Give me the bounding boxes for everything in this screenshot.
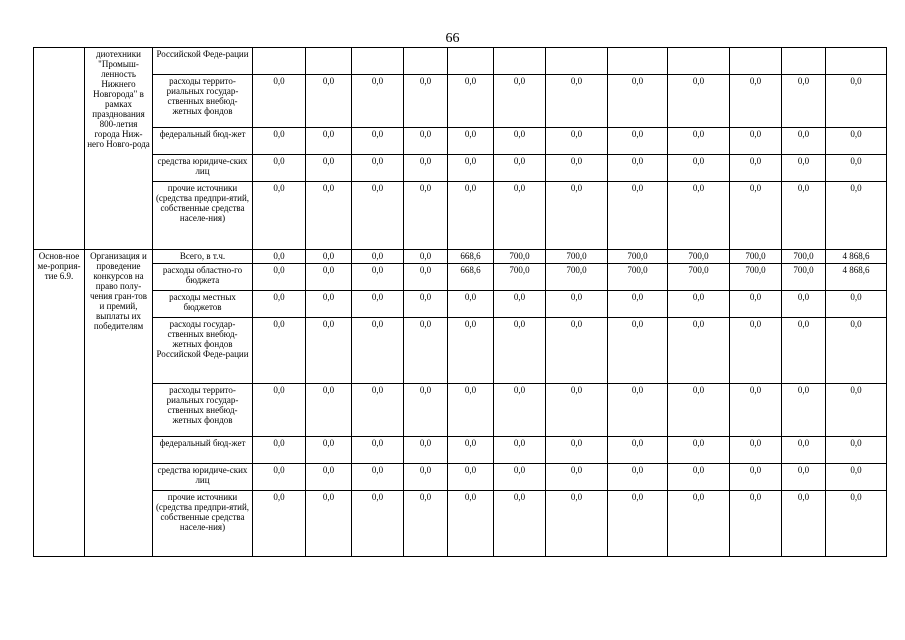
value-cell: 0,0 — [404, 464, 448, 491]
value-cell: 0,0 — [352, 318, 404, 384]
value-cell: 0,0 — [826, 155, 887, 182]
table-row — [34, 182, 887, 250]
value-cell: 0,0 — [668, 318, 730, 384]
value-cell: 0,0 — [306, 182, 352, 250]
value-cell: 0,0 — [608, 437, 668, 464]
value-cell: 0,0 — [546, 75, 608, 128]
value-cell: 0,0 — [253, 182, 306, 250]
value-cell: 0,0 — [448, 155, 494, 182]
value-cell: 0,0 — [306, 384, 352, 437]
table-row — [34, 384, 887, 437]
value-cell: 0,0 — [494, 491, 546, 557]
value-cell: 0,0 — [253, 318, 306, 384]
value-cell: 700,0 — [608, 250, 668, 264]
value-cell: 0,0 — [782, 464, 826, 491]
value-cell: 0,0 — [352, 250, 404, 264]
value-cell: 700,0 — [608, 264, 668, 291]
value-cell: 0,0 — [253, 264, 306, 291]
funding-source-cell: Российской Феде-рации — [153, 48, 253, 75]
value-cell: 0,0 — [253, 128, 306, 155]
value-cell: 668,6 — [448, 250, 494, 264]
table-row — [34, 48, 887, 75]
value-cell: 0,0 — [668, 155, 730, 182]
value-cell: 0,0 — [826, 128, 887, 155]
value-cell: 0,0 — [546, 291, 608, 318]
value-cell: 0,0 — [404, 384, 448, 437]
funding-table — [33, 47, 887, 557]
value-cell: 0,0 — [546, 437, 608, 464]
value-cell: 0,0 — [608, 491, 668, 557]
value-cell — [608, 48, 668, 75]
value-cell: 700,0 — [730, 264, 782, 291]
value-cell: 0,0 — [608, 182, 668, 250]
value-cell — [253, 48, 306, 75]
value-cell: 0,0 — [668, 464, 730, 491]
value-cell: 0,0 — [253, 491, 306, 557]
value-cell — [306, 48, 352, 75]
table-row — [34, 128, 887, 155]
value-cell: 0,0 — [608, 155, 668, 182]
value-cell: 0,0 — [546, 318, 608, 384]
value-cell: 0,0 — [782, 318, 826, 384]
value-cell: 4 868,6 — [826, 264, 887, 291]
value-cell: 0,0 — [306, 250, 352, 264]
value-cell: 0,0 — [448, 291, 494, 318]
value-cell: 0,0 — [352, 264, 404, 291]
value-cell: 0,0 — [494, 155, 546, 182]
value-cell: 0,0 — [448, 384, 494, 437]
value-cell: 0,0 — [253, 155, 306, 182]
value-cell: 700,0 — [494, 250, 546, 264]
value-cell: 0,0 — [253, 384, 306, 437]
funding-source-cell: расходы террито-риальных государ-ственных внебюд-жетных фондов — [153, 75, 253, 128]
value-cell: 0,0 — [448, 128, 494, 155]
value-cell: 0,0 — [404, 155, 448, 182]
value-cell: 0,0 — [546, 491, 608, 557]
value-cell: 0,0 — [253, 437, 306, 464]
value-cell: 0,0 — [668, 384, 730, 437]
value-cell — [494, 48, 546, 75]
value-cell: 0,0 — [782, 437, 826, 464]
funding-source-cell: расходы областно-го бюджета — [153, 264, 253, 291]
value-cell: 0,0 — [608, 75, 668, 128]
value-cell: 0,0 — [668, 75, 730, 128]
value-cell: 0,0 — [404, 291, 448, 318]
value-cell: 0,0 — [494, 318, 546, 384]
value-cell: 0,0 — [306, 264, 352, 291]
funding-source-cell: расходы местных бюджетов — [153, 291, 253, 318]
value-cell: 0,0 — [826, 491, 887, 557]
funding-source-cell: средства юридиче-ских лиц — [153, 155, 253, 182]
value-cell: 0,0 — [782, 491, 826, 557]
value-cell — [546, 48, 608, 75]
value-cell: 0,0 — [494, 75, 546, 128]
value-cell: 0,0 — [668, 291, 730, 318]
value-cell: 700,0 — [494, 264, 546, 291]
value-cell: 0,0 — [306, 318, 352, 384]
value-cell: 0,0 — [730, 128, 782, 155]
value-cell: 0,0 — [826, 291, 887, 318]
table-row — [34, 491, 887, 557]
value-cell: 0,0 — [730, 318, 782, 384]
event-name-cell: Организация и проведение конкурсов на право полу-чения гран-тов и премий, выплаты их победителям — [85, 250, 153, 557]
table-row — [34, 464, 887, 491]
event-cell: Основ-ное ме-роприя-тие 6.9. — [34, 250, 85, 557]
value-cell: 700,0 — [668, 250, 730, 264]
value-cell: 0,0 — [352, 437, 404, 464]
value-cell: 0,0 — [404, 128, 448, 155]
value-cell: 0,0 — [608, 384, 668, 437]
value-cell: 700,0 — [546, 250, 608, 264]
funding-source-cell: прочие источники (средства предпри-ятий, собственные средства населе-ния) — [153, 182, 253, 250]
value-cell — [668, 48, 730, 75]
value-cell — [448, 48, 494, 75]
funding-source-cell: федеральный бюд-жет — [153, 437, 253, 464]
table-row — [34, 155, 887, 182]
value-cell: 700,0 — [730, 250, 782, 264]
value-cell: 0,0 — [352, 128, 404, 155]
value-cell: 0,0 — [826, 464, 887, 491]
value-cell: 0,0 — [306, 155, 352, 182]
value-cell: 700,0 — [782, 264, 826, 291]
value-cell: 0,0 — [608, 318, 668, 384]
value-cell: 0,0 — [546, 464, 608, 491]
value-cell — [352, 48, 404, 75]
value-cell: 4 868,6 — [826, 250, 887, 264]
value-cell: 0,0 — [352, 464, 404, 491]
value-cell: 0,0 — [494, 384, 546, 437]
table-body — [34, 48, 887, 557]
value-cell: 0,0 — [448, 464, 494, 491]
value-cell: 0,0 — [352, 155, 404, 182]
value-cell: 0,0 — [782, 291, 826, 318]
table-row — [34, 318, 887, 384]
value-cell: 700,0 — [546, 264, 608, 291]
value-cell: 0,0 — [668, 437, 730, 464]
value-cell: 0,0 — [306, 491, 352, 557]
value-cell: 668,6 — [448, 264, 494, 291]
value-cell: 0,0 — [494, 464, 546, 491]
value-cell: 0,0 — [546, 155, 608, 182]
value-cell: 0,0 — [404, 437, 448, 464]
value-cell: 0,0 — [404, 182, 448, 250]
value-cell: 0,0 — [826, 182, 887, 250]
value-cell: 0,0 — [826, 75, 887, 128]
value-cell: 0,0 — [448, 182, 494, 250]
value-cell: 0,0 — [782, 155, 826, 182]
value-cell: 0,0 — [404, 264, 448, 291]
value-cell: 0,0 — [448, 437, 494, 464]
table-row — [34, 250, 887, 264]
value-cell: 0,0 — [730, 437, 782, 464]
funding-source-cell: федеральный бюд-жет — [153, 128, 253, 155]
value-cell: 0,0 — [546, 182, 608, 250]
value-cell: 0,0 — [494, 128, 546, 155]
value-cell: 0,0 — [730, 75, 782, 128]
value-cell: 0,0 — [306, 464, 352, 491]
value-cell: 0,0 — [730, 384, 782, 437]
value-cell: 0,0 — [404, 318, 448, 384]
value-cell: 0,0 — [404, 75, 448, 128]
value-cell: 0,0 — [730, 491, 782, 557]
value-cell: 0,0 — [608, 291, 668, 318]
value-cell: 0,0 — [730, 182, 782, 250]
table-row — [34, 75, 887, 128]
table-row — [34, 291, 887, 318]
value-cell: 0,0 — [782, 182, 826, 250]
value-cell: 0,0 — [306, 75, 352, 128]
funding-source-cell: средства юридиче-ских лиц — [153, 464, 253, 491]
table-row — [34, 264, 887, 291]
value-cell: 0,0 — [668, 182, 730, 250]
event-name-cell: диотехники "Промыш-ленность Нижнего Новгорода" в рамках празднования 800-летия города Ниж-него Новго-рода — [85, 48, 153, 250]
value-cell — [404, 48, 448, 75]
value-cell: 0,0 — [826, 384, 887, 437]
value-cell: 0,0 — [352, 182, 404, 250]
value-cell: 0,0 — [782, 75, 826, 128]
value-cell: 0,0 — [306, 437, 352, 464]
value-cell: 0,0 — [546, 384, 608, 437]
page-number: 66 — [445, 31, 460, 46]
value-cell: 0,0 — [730, 291, 782, 318]
funding-source-cell: расходы государ-ственных внебюд-жетных фондов Российской Феде-рации — [153, 318, 253, 384]
table-row — [34, 437, 887, 464]
value-cell — [782, 48, 826, 75]
value-cell: 700,0 — [668, 264, 730, 291]
value-cell: 0,0 — [730, 464, 782, 491]
value-cell: 0,0 — [782, 384, 826, 437]
value-cell: 0,0 — [608, 128, 668, 155]
value-cell: 0,0 — [668, 128, 730, 155]
value-cell: 0,0 — [448, 75, 494, 128]
funding-source-cell: прочие источники (средства предпри-ятий, собственные средства населе-ния) — [153, 491, 253, 557]
value-cell: 0,0 — [494, 437, 546, 464]
value-cell: 0,0 — [352, 75, 404, 128]
value-cell: 0,0 — [546, 128, 608, 155]
value-cell: 0,0 — [448, 491, 494, 557]
funding-source-cell: расходы террито-риальных государ-ственных внебюд-жетных фондов — [153, 384, 253, 437]
value-cell: 0,0 — [826, 437, 887, 464]
value-cell: 0,0 — [730, 155, 782, 182]
value-cell: 0,0 — [253, 291, 306, 318]
value-cell: 0,0 — [404, 250, 448, 264]
value-cell: 0,0 — [782, 128, 826, 155]
value-cell: 0,0 — [352, 384, 404, 437]
value-cell: 0,0 — [306, 128, 352, 155]
value-cell — [826, 48, 887, 75]
value-cell: 0,0 — [253, 464, 306, 491]
value-cell: 0,0 — [306, 291, 352, 318]
value-cell: 0,0 — [352, 491, 404, 557]
value-cell: 0,0 — [352, 291, 404, 318]
value-cell: 0,0 — [608, 464, 668, 491]
value-cell: 0,0 — [253, 75, 306, 128]
value-cell: 700,0 — [782, 250, 826, 264]
value-cell: 0,0 — [494, 182, 546, 250]
funding-source-cell: Всего, в т.ч. — [153, 250, 253, 264]
value-cell: 0,0 — [494, 291, 546, 318]
value-cell: 0,0 — [448, 318, 494, 384]
value-cell — [730, 48, 782, 75]
event-cell — [34, 48, 85, 250]
value-cell: 0,0 — [826, 318, 887, 384]
value-cell: 0,0 — [253, 250, 306, 264]
value-cell: 0,0 — [668, 491, 730, 557]
value-cell: 0,0 — [404, 491, 448, 557]
